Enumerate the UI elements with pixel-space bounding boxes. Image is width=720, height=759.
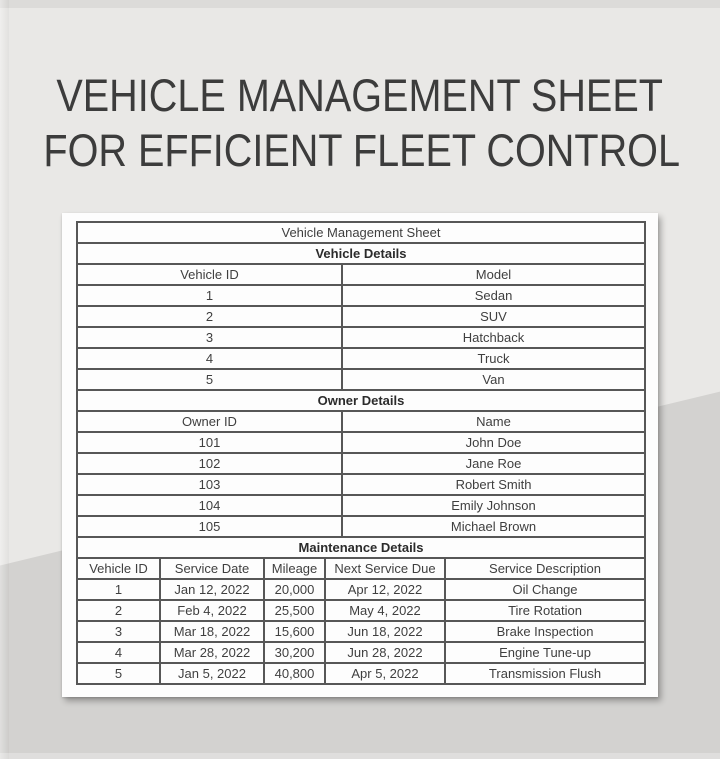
sheet-table-upper (76, 221, 646, 538)
sheet-title-cell: Vehicle Management Sheet (77, 222, 645, 243)
service-date-cell: Mar 18, 2022 (160, 621, 264, 642)
service-description-cell: Oil Change (445, 579, 645, 600)
service-description-cell: Tire Rotation (445, 600, 645, 621)
column-header-owner-id: Owner ID (77, 411, 342, 432)
owner-name-cell: Emily Johnson (342, 495, 645, 516)
table-row (77, 621, 645, 642)
table-row (77, 600, 645, 621)
table-row (77, 516, 645, 537)
vehicle-id-cell: 3 (77, 327, 342, 348)
column-header-vehicle-id: Vehicle ID (77, 558, 160, 579)
owner-name-cell: John Doe (342, 432, 645, 453)
mileage-cell: 20,000 (264, 579, 325, 600)
table-row (77, 474, 645, 495)
column-header-name: Name (342, 411, 645, 432)
vehicle-id-cell: 2 (77, 306, 342, 327)
model-cell: Van (342, 369, 645, 390)
mileage-cell: 15,600 (264, 621, 325, 642)
next-service-due-cell: Jun 18, 2022 (325, 621, 445, 642)
next-service-due-cell: Apr 12, 2022 (325, 579, 445, 600)
table-row (77, 495, 645, 516)
owner-name-cell: Michael Brown (342, 516, 645, 537)
section-heading-row (77, 243, 645, 264)
owner-id-cell: 105 (77, 516, 342, 537)
vehicle-id-cell: 1 (77, 579, 160, 600)
owner-id-cell: 103 (77, 474, 342, 495)
column-header-service-description: Service Description (445, 558, 645, 579)
section-heading-maintenance-details: Maintenance Details (77, 537, 645, 558)
mileage-cell: 25,500 (264, 600, 325, 621)
service-date-cell: Jan 5, 2022 (160, 663, 264, 684)
vehicle-id-cell: 3 (77, 621, 160, 642)
table-row (77, 663, 645, 684)
next-service-due-cell: May 4, 2022 (325, 600, 445, 621)
page-title (0, 68, 720, 178)
sheet-panel (62, 213, 658, 697)
column-header-row (77, 411, 645, 432)
column-header-row (77, 558, 645, 579)
vehicle-id-cell: 4 (77, 348, 342, 369)
mileage-cell: 30,200 (264, 642, 325, 663)
service-description-cell: Engine Tune-up (445, 642, 645, 663)
background-top-strip (0, 0, 720, 8)
table-row (77, 327, 645, 348)
table-row (77, 432, 645, 453)
model-cell: Sedan (342, 285, 645, 306)
column-header-row (77, 264, 645, 285)
service-date-cell: Mar 28, 2022 (160, 642, 264, 663)
column-header-service-date: Service Date (160, 558, 264, 579)
vehicle-id-cell: 4 (77, 642, 160, 663)
table-row (77, 285, 645, 306)
vehicle-id-cell: 2 (77, 600, 160, 621)
table-row (77, 348, 645, 369)
vehicle-id-cell: 5 (77, 663, 160, 684)
table-row (77, 453, 645, 474)
background-bottom-strip (0, 753, 720, 759)
sheet-table-maintenance (76, 536, 646, 685)
owner-name-cell: Jane Roe (342, 453, 645, 474)
section-heading-owner-details: Owner Details (77, 390, 645, 411)
page-title-line-2: FOR EFFICIENT FLEET CONTROL (43, 125, 681, 176)
model-cell: SUV (342, 306, 645, 327)
page-title-line-1: VEHICLE MANAGEMENT SHEET (56, 70, 664, 121)
mileage-cell: 40,800 (264, 663, 325, 684)
service-date-cell: Jan 12, 2022 (160, 579, 264, 600)
section-heading-row (77, 390, 645, 411)
service-date-cell: Feb 4, 2022 (160, 600, 264, 621)
owner-name-cell: Robert Smith (342, 474, 645, 495)
owner-id-cell: 104 (77, 495, 342, 516)
table-row (77, 306, 645, 327)
section-heading-row (77, 537, 645, 558)
column-header-vehicle-id: Vehicle ID (77, 264, 342, 285)
vehicle-id-cell: 5 (77, 369, 342, 390)
next-service-due-cell: Jun 28, 2022 (325, 642, 445, 663)
next-service-due-cell: Apr 5, 2022 (325, 663, 445, 684)
table-row (77, 642, 645, 663)
vehicle-id-cell: 1 (77, 285, 342, 306)
table-row (77, 369, 645, 390)
column-header-next-service-due: Next Service Due (325, 558, 445, 579)
service-description-cell: Transmission Flush (445, 663, 645, 684)
service-description-cell: Brake Inspection (445, 621, 645, 642)
model-cell: Truck (342, 348, 645, 369)
owner-id-cell: 101 (77, 432, 342, 453)
sheet-title-row (77, 222, 645, 243)
model-cell: Hatchback (342, 327, 645, 348)
column-header-model: Model (342, 264, 645, 285)
column-header-mileage: Mileage (264, 558, 325, 579)
owner-id-cell: 102 (77, 453, 342, 474)
section-heading-vehicle-details: Vehicle Details (77, 243, 645, 264)
table-row (77, 579, 645, 600)
